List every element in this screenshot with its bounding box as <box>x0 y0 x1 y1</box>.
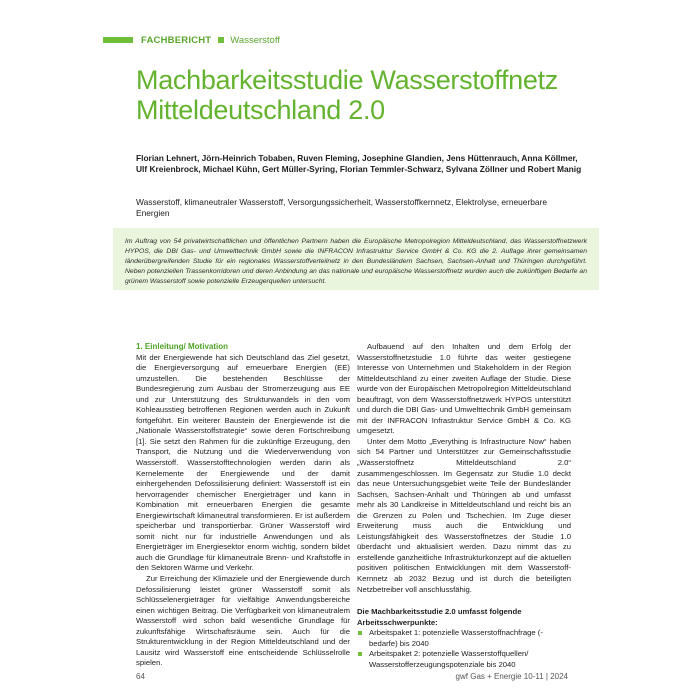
keyword-list: Wasserstoff, klimaneutraler Wasserstoff, Versorgungssicherheit, Wasserstoffkernnetz, Elektrolyse, erneuerbare Energien <box>136 197 548 219</box>
article-title: Machbarkeitsstudie Wasserstoffnetz Mitteldeutschland 2.0 <box>136 65 558 125</box>
bullet-square-icon <box>358 631 362 635</box>
header-square-icon <box>218 37 224 43</box>
list-item <box>357 628 571 649</box>
list-item-text: Arbeitspaket 2: potenzielle Wasserstoffquellen/ Wasserstofferzeugungspotenziale bis 2040 <box>369 649 529 669</box>
header-topic: Wasserstoff <box>230 34 280 46</box>
list-item-text: Arbeitspaket 1: potenzielle Wasserstoffnachfrage (-bedarfe) bis 2040 <box>369 628 543 648</box>
journal-citation: gwf Gas + Energie 10-11 | 2024 <box>455 672 568 681</box>
list-item <box>357 649 571 670</box>
paragraph: Zur Erreichung der Klimaziele und der Energiewende durch Defossilisierung leistet grüner Wasserstoff somit als Schlüsselenergieträger für vielfältige Anwendungsbereiche einen wichtigen Beitrag. Die Verfügbarkeit von klimaneutralem Wasserstoff wird schon bald wesentliche Grundlage für zukunftsfähige Wirtschaftsräume sein. Auch für die Strukturentwicklung in der Region Mitteldeutschland und der Lausitz wird Wasserstoff eine entscheidende Schlüsselrolle spielen. <box>136 574 350 668</box>
right-column <box>357 342 571 670</box>
author-list: Florian Lehnert, Jörn-Heinrich Tobaben, Ruven Fleming, Josephine Glandien, Jens Hüttenrauch, Anna Köllmer, Ulf Kreienbrock, Michael Kühn, Gert Müller-Syring, Florian Temmler-Schwarz, Sylvana Zöllner und Robert Manig <box>136 153 582 175</box>
section-header <box>103 34 280 46</box>
header-category: FACHBERICHT <box>141 34 212 46</box>
abstract-text: Im Auftrag von 54 privatwirtschaftlichen und öffentlichen Partnern haben die Europäische Metropolregion Mitteldeutschland, das Wasserstoffnetzwerk HYPOS, die DBI Gas- und Umwelttechnik GmbH sowie die INFRACON Infrastruktur Service GmbH & Co. KG die 2. Auflage ihrer gemeinsamen länderübergreifenden Studie für ein regionales Wasserstoffverteilnetz in den Bundesländern Sachsen, Sachsen-Anhalt und Thüringen durchgeführt. Neben potenziellen Trassenkorridoren und deren Anbindung an das nationale und europäische Wasserstoffnetz wurden auch die zukünftigen Bedarfe an grünem Wasserstoff sowie potenzielle Erzeugerquellen untersucht. <box>125 238 587 285</box>
paragraph: Mit der Energiewende hat sich Deutschland das Ziel gesetzt, die Energieversorgung auf erneuerbare Energien (EE) umzustellen. Die bestehenden Beschlüsse der Bundesregierung zum Ausbau der Stromerzeugung aus EE und zur Unterstützung des Strukturwandels in den vom Kohleausstieg betroffenen Regionen werden auch in Zukunft fortgeführt. Ein weiterer Baustein der Energiewende ist die „Nationale Wasserstoffstrategie“ sowie deren Fortschreibung [1]. Sie setzt den Rahmen für die zukünftige Erzeugung, den Transport, die Nutzung und die Wiederverwendung von Wasserstoff. Wasserstofftechnologien werden darin als Kernelemente der Energiewende und der damit einhergehenden Defossilisierung definiert: Wasserstoff ist ein hervorragender chemischer Energieträger und kann in Kombination mit erneuerbaren Energien die gesamte Energiewirtschaft klimaneutral transformieren. Er ist außerdem speicherbar und transportierbar. Grüner Wasserstoff wird somit nicht nur für industrielle Anwendungen und als Energieträger im Energiesektor enorm wichtig, sondern bildet auch die Grundlage für klimaneutrale Brenn- und Kraftstoffe in den Sektoren Wärme und Verkehr. <box>136 352 350 573</box>
paragraph: Unter dem Motto „Everything is Infrastructure Now“ haben sich 54 Partner und Unterstützer zur Gemeinschaftsstudie „Wasserstoffnetz Mitteldeutschland 2.0“ zusammengeschlossen. Im Gegensatz zur Studie 1.0 deckt das neue Untersuchungsgebiet weite Teile der Bundesländer Sachsen, Sachsen-Anhalt und Thüringen ab und umfasst mehr als 30 Landkreise in Mitteldeutschland und reicht bis an die Grenzen zu Polen und Tschechien. Im Zuge dieser Erweiterung muss auch die Entwicklung und Leistungsfähigkeit des Wasserstoffnetzes der Studie 1.0 überdacht und aktualisiert werden. Dazu nimmt das zu erstellende ganzheitliche Infrastrukturkonzept auf die aktuellen positiven politischen Entwicklungen mit dem Wasserstoff-Kernnetz ab 2032 Bezug und ist durch die beteiligten Netzbetreiber voll anschlussfähig. <box>357 436 571 594</box>
left-column <box>136 342 350 669</box>
list-heading: Die Machbarkeitsstudie 2.0 umfasst folgende Arbeitsschwerpunkte: <box>357 607 522 627</box>
header-accent-bar <box>103 37 133 43</box>
paragraph: Aufbauend auf den Inhalten und dem Erfolg der Wasserstoffnetzstudie 1.0 führte das weiter gestiegene Interesse von Unternehmen und Stakeholdern in der Region Mitteldeutschland zu einer zweiten Auflage der Studie. Diese wurde von der Europäischen Metropolregion Mitteldeutschland beauftragt, von dem Wasserstoffnetzwerk HYPOS unterstützt und durch die DBI Gas- und Umwelttechnik GmbH gemeinsam mit der INFRACON Infrastruktur Service GmbH & Co. KG umgesetzt. <box>357 342 571 436</box>
page-number: 64 <box>136 672 145 681</box>
abstract-box <box>113 228 599 290</box>
section-heading: 1. Einleitung/ Motivation <box>136 342 228 351</box>
bullet-square-icon <box>358 652 362 656</box>
